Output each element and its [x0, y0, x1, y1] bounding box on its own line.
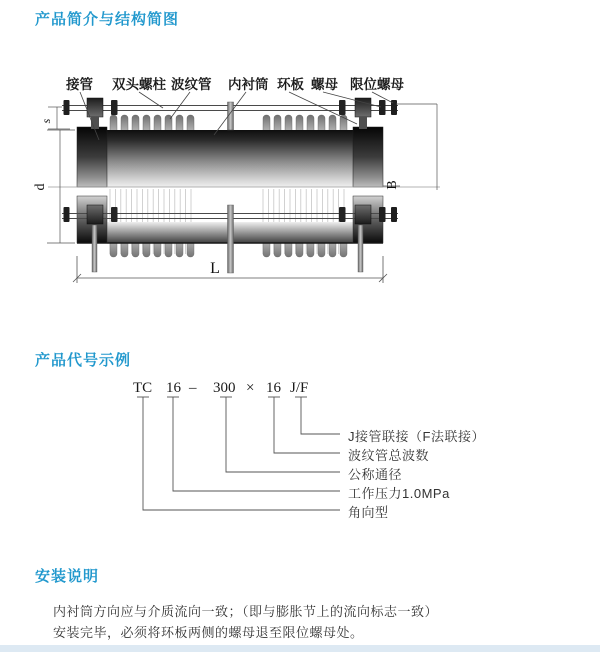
pipe-end-right: [353, 127, 383, 187]
section-title-code-example: 产品代号示例: [35, 352, 132, 369]
stud-right-lower: [358, 225, 363, 272]
callout-nominal-diameter: 公称通径: [348, 467, 403, 482]
code-token-times: ×: [246, 380, 255, 396]
pipe-end-left: [77, 127, 107, 187]
part-label-liner: 内衬筒: [228, 77, 269, 92]
section-title-product-intro: 产品简介与结构简图: [35, 11, 180, 28]
dim-label-s: s: [39, 118, 53, 124]
footer-strip: [0, 645, 600, 652]
code-token-type: TC: [133, 380, 153, 396]
ring-plate-left: [87, 98, 103, 117]
callout-wave-count: 波纹管总波数: [348, 448, 430, 463]
callout-connection: J接管联接（F法联接）: [348, 429, 485, 444]
part-label-pipe: 接管: [66, 77, 93, 92]
nut-right: [379, 100, 386, 115]
part-label-ring-plate: 环板: [277, 77, 304, 92]
part-label-nut: 螺母: [311, 77, 338, 92]
joint-body-lower: [107, 222, 363, 243]
dimension-B: [383, 104, 437, 190]
dim-label-B: B: [385, 180, 400, 190]
part-label-limit-nut: 限位螺母: [350, 77, 404, 92]
install-note-line2: 安装完毕，必须将环板两侧的螺母退至限位螺母处。: [53, 625, 364, 640]
dim-label-L: L: [210, 260, 220, 277]
dim-label-d: d: [33, 183, 48, 191]
dimension-d: [47, 130, 75, 243]
code-token-diameter: 300: [213, 380, 236, 396]
stud-center-lower: [228, 205, 234, 273]
section-title-install: 安装说明: [35, 568, 100, 585]
part-label-bellows: 波纹管: [171, 77, 212, 92]
code-token-waves: 16: [266, 380, 281, 396]
code-token-pressure: 16: [166, 380, 181, 396]
callout-angular-type: 角向型: [348, 505, 389, 520]
install-note-line1: 内衬筒方向应与介质流向一致；（即与膨胀节上的流向标志一致）: [53, 604, 439, 619]
code-callout-lines: [0, 370, 600, 560]
joint-body-upper: [77, 130, 383, 187]
part-label-stud: 双头螺柱: [112, 77, 166, 92]
callout-working-pressure: 工作压力1.0MPa: [348, 486, 450, 501]
code-token-connection: J/F: [290, 380, 309, 396]
code-token-dash: –: [189, 380, 197, 396]
expansion-joint-diagram: [0, 0, 600, 310]
stud-left-lower: [92, 225, 97, 272]
